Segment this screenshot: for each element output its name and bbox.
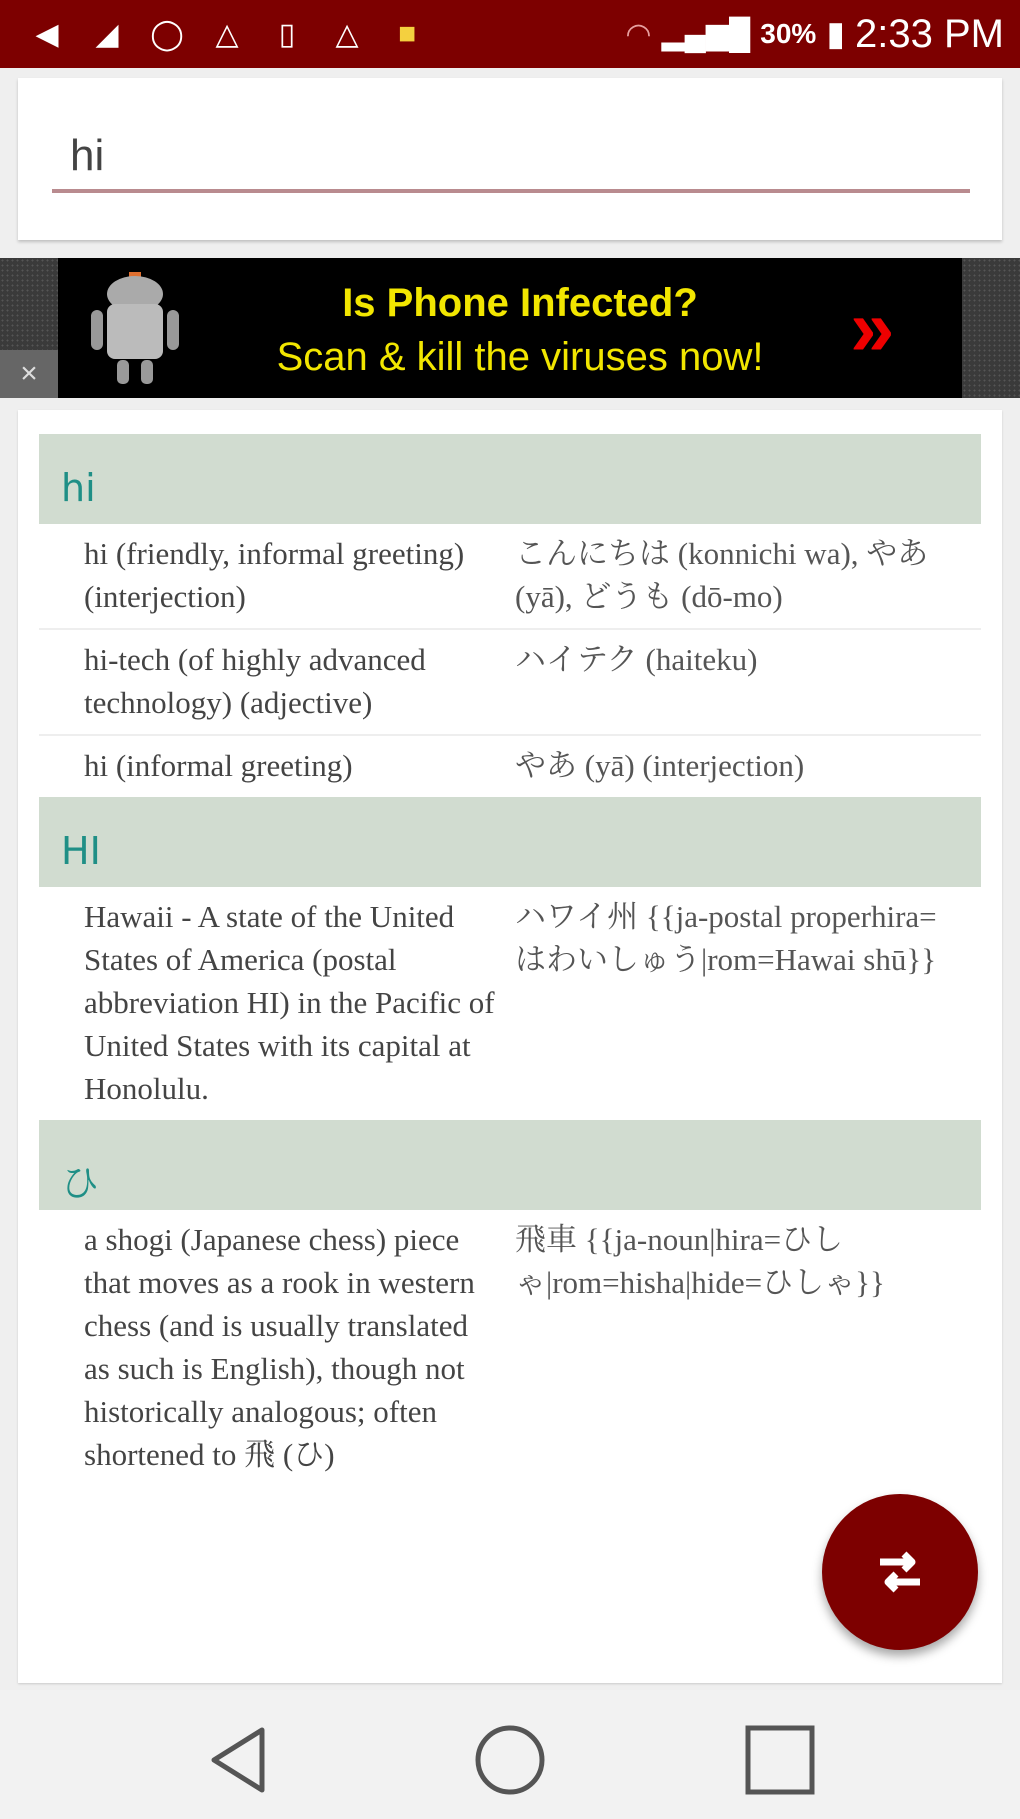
- notification-icon: ◢: [95, 17, 119, 51]
- ad-text: [190, 276, 850, 384]
- message-icon: ◀: [35, 17, 59, 51]
- english-text: Hawaii - A state of the United States of America (postal abbreviation HI) in the Pacific of United States with its capital at Honolulu.: [84, 899, 495, 1106]
- english-text: hi (informal greeting): [84, 748, 353, 783]
- japanese-text: ハワイ州 {{ja-postal properhira=はわいしゅう|rom=Hawai shū}}: [515, 899, 937, 977]
- japanese-text: 飛車 {{ja-noun|hira=ひしゃ|rom=hisha|hide=ひしゃ}}: [515, 1222, 885, 1300]
- battery-icon: ▮: [826, 15, 846, 53]
- japanese-text: やあ (yā) (interjection): [515, 748, 805, 783]
- section-heading: HI: [39, 797, 981, 887]
- search-card: [18, 78, 1002, 240]
- navigation-bar: [0, 1690, 1020, 1819]
- japanese-text: ハイテク (haiteku): [515, 642, 758, 677]
- search-input[interactable]: [52, 123, 970, 193]
- ad-banner[interactable]: [0, 258, 1020, 398]
- swap-icon: [872, 1544, 928, 1600]
- alert-icon: △: [215, 17, 239, 51]
- results-list: [18, 410, 1002, 1683]
- result-row[interactable]: [39, 524, 981, 630]
- folder-icon: ■: [397, 17, 417, 50]
- home-icon[interactable]: [470, 1720, 550, 1800]
- english-text: hi (friendly, informal greeting) (interjection): [84, 536, 465, 614]
- ad-subline: Scan & kill the viruses now!: [276, 335, 764, 379]
- signal-icon: ▂▄▆█: [661, 17, 751, 51]
- battery-small-icon: ▯: [278, 17, 296, 51]
- section-heading: ひ: [39, 1120, 981, 1210]
- alert-icon: △: [335, 17, 359, 51]
- result-row[interactable]: [39, 887, 981, 1120]
- recents-icon[interactable]: [740, 1720, 820, 1800]
- result-row[interactable]: [39, 736, 981, 797]
- english-text: a shogi (Japanese chess) piece that moves as a rook in western chess (and is usually translated as such is English), though not historically analogous; often shortened to 飛 (ひ): [84, 1222, 475, 1472]
- section-heading: hi: [39, 434, 981, 524]
- back-icon[interactable]: [200, 1720, 280, 1800]
- whatsapp-icon: ◯: [150, 17, 184, 51]
- japanese-text: こんにちは (konnichi wa), やあ (yā), どうも (dō-mo): [515, 536, 929, 614]
- ad-arrow-icon: »: [850, 283, 881, 372]
- android-robot-icon: [85, 272, 185, 387]
- clock: 2:33 PM: [855, 11, 1004, 56]
- english-text: hi-tech (of highly advanced technology) (adjective): [84, 642, 426, 720]
- ad-close-button[interactable]: ×: [0, 350, 58, 398]
- battery-percent: 30%: [760, 18, 817, 49]
- status-bar: [0, 0, 1020, 68]
- wifi-icon: ◠: [625, 17, 652, 51]
- ad-headline: Is Phone Infected?: [342, 281, 698, 325]
- result-row[interactable]: [39, 630, 981, 736]
- swap-language-button[interactable]: [822, 1494, 978, 1650]
- ad-side-right: [962, 258, 1020, 398]
- result-row[interactable]: [39, 1210, 981, 1486]
